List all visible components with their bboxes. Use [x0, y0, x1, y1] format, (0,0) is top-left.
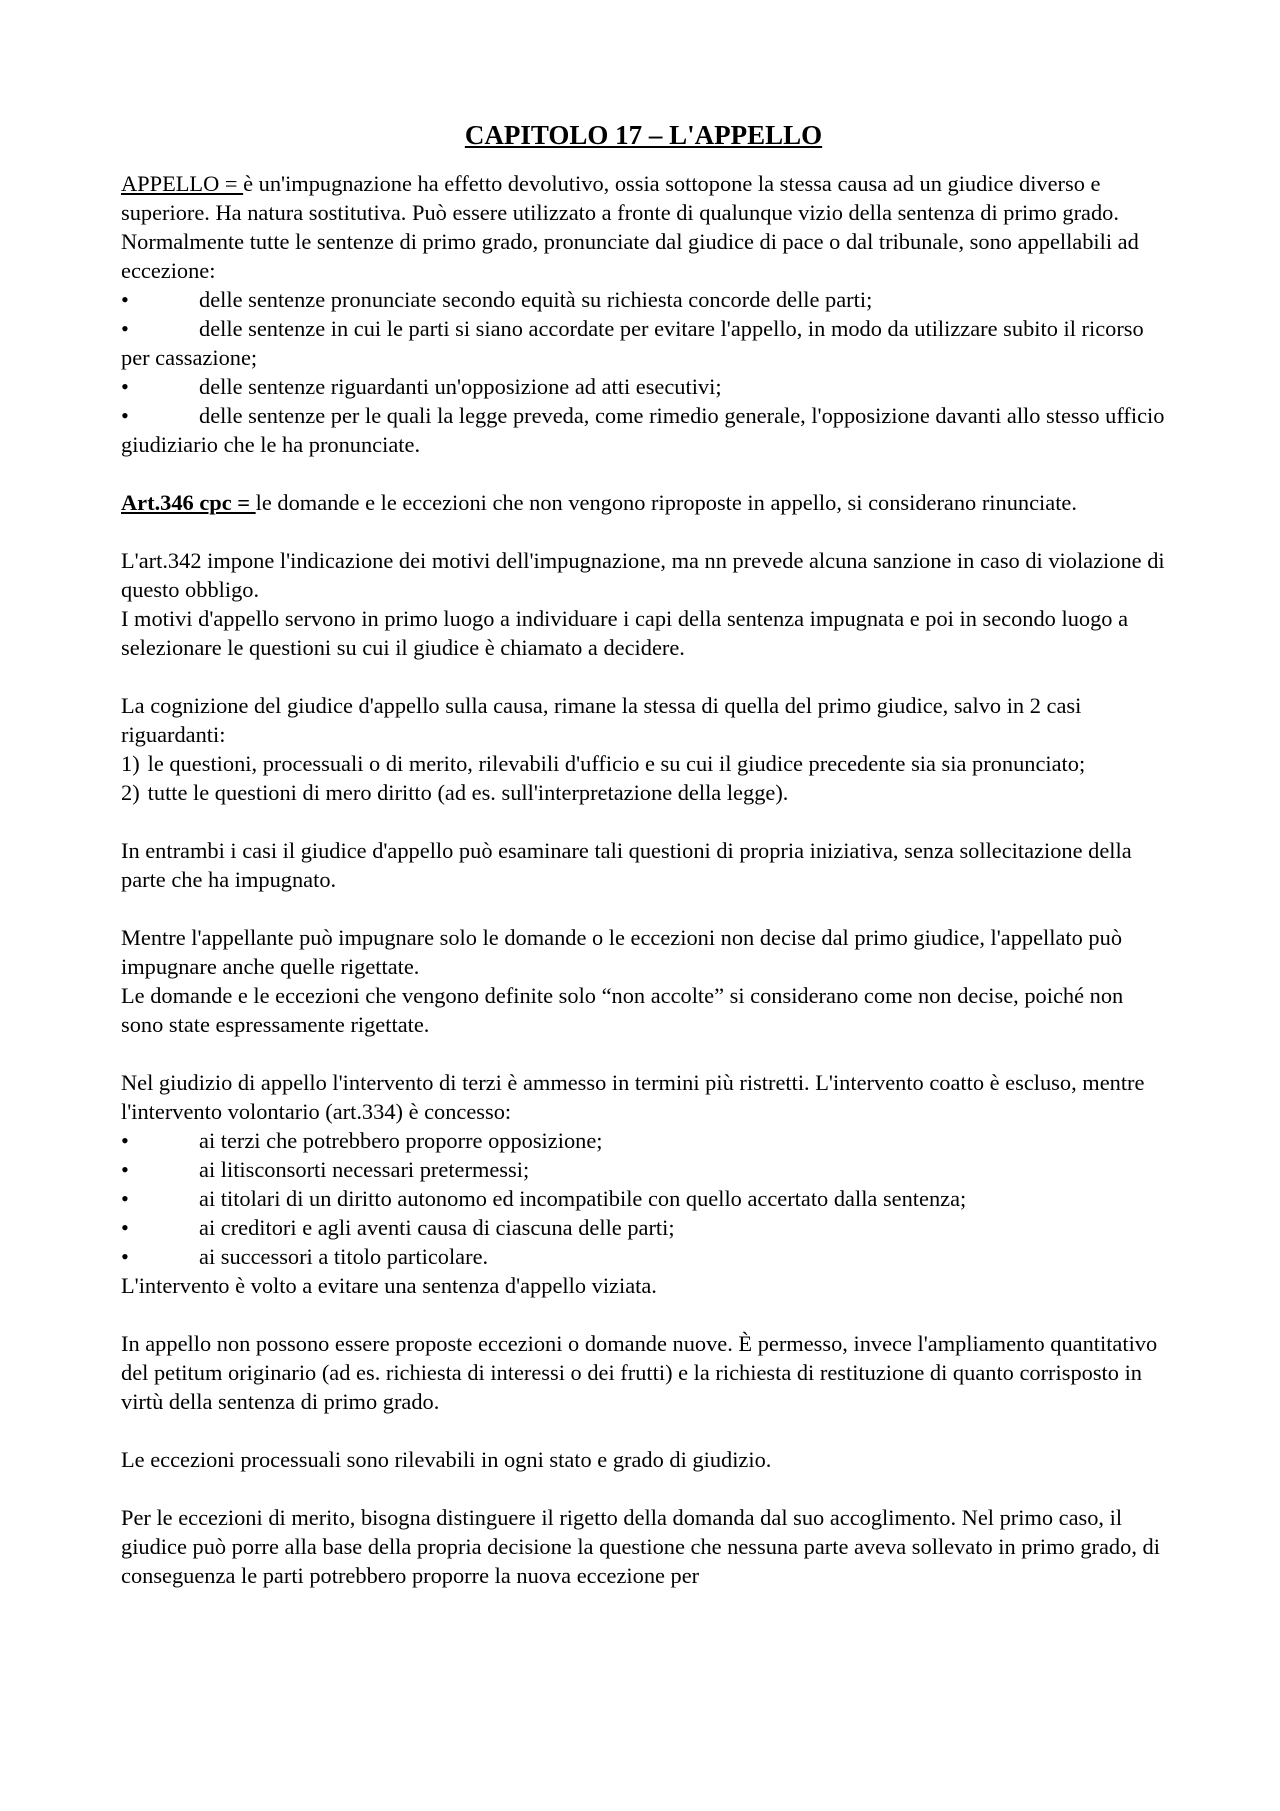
item-text: tutte le questioni di mero diritto (ad es. sull'interpretazione della legge).: [147, 780, 789, 805]
list-item-text: ai creditori e agli aventi causa di ciascuna delle parti;: [199, 1215, 675, 1240]
list-item-text: ai terzi che potrebbero proporre opposizione;: [199, 1128, 603, 1153]
numbered-list: [121, 749, 1166, 807]
paragraph-spacer: [121, 807, 1166, 836]
bullet-icon: •: [121, 316, 129, 341]
paragraph-intervento-scopo: L'intervento è volto a evitare una sentenza d'appello viziata.: [121, 1273, 657, 1298]
paragraph-spacer: [121, 1300, 1166, 1329]
paragraph-nuove-domande: In appello non possono essere proposte eccezioni o domande nuove. È permesso, invece l'ampliamento quantitativo del petitum originario (ad es. richiesta di interessi o dei frutti) e la richiesta di restituzione di quanto corrisposto in virtù della sentenza di primo grado.: [121, 1331, 1158, 1414]
paragraph-appellabili: Normalmente tutte le sentenze di primo grado, pronunciate dal giudice di pace o dal tribunale, sono appellabili ad eccezione:: [121, 229, 1139, 283]
list-item-text: delle sentenze per le quali la legge preveda, come rimedio generale, l'opposizione davanti allo stesso ufficio giudiziario che le ha pronunciate.: [121, 403, 1165, 457]
list-item-text: delle sentenze pronunciate secondo equità su richiesta concorde delle parti;: [199, 287, 873, 312]
paragraph-spacer: [121, 1039, 1166, 1068]
art346-text: le domande e le eccezioni che non vengono riproposte in appello, si considerano rinunciate.: [255, 490, 1077, 515]
term-art346: Art.346 cpc =: [121, 490, 256, 515]
paragraph-iniziativa: In entrambi i casi il giudice d'appello può esaminare tali questioni di propria iniziativa, senza sollecitazione della parte che ha impugnato.: [121, 838, 1132, 892]
bullet-icon: •: [121, 1244, 129, 1269]
list-item: [121, 314, 1166, 372]
paragraph-art342: L'art.342 impone l'indicazione dei motivi dell'impugnazione, ma nn prevede alcuna sanzione in caso di violazione di questo obbligo.: [121, 548, 1165, 602]
paragraph-spacer: [121, 1474, 1166, 1503]
paragraph-eccezioni-merito: Per le eccezioni di merito, bisogna distinguere il rigetto della domanda dal suo accoglimento. Nel primo caso, il giudice può porre alla base della propria decisione la questione che nessuna parte aveva sollevato in primo grado, di conseguenza le parti potrebbero proporre la nuova eccezione per: [121, 1505, 1160, 1588]
list-item-text: ai litisconsorti necessari pretermessi;: [199, 1157, 530, 1182]
paragraph-art346: [121, 488, 1166, 517]
definition-text: è un'impugnazione ha effetto devolutivo, ossia sottopone la stessa causa ad un giudice diverso e superiore. Ha natura sostitutiva. Può essere utilizzato a fronte di qualunque vizio della sentenza di primo grado.: [121, 171, 1119, 225]
list-item: [121, 372, 1166, 401]
intervento-list: [121, 1126, 1166, 1271]
bullet-icon: •: [121, 403, 129, 428]
item-number: 1): [121, 751, 140, 776]
list-item: [121, 1184, 1166, 1213]
paragraph-motivi: I motivi d'appello servono in primo luogo a individuare i capi della sentenza impugnata e poi in secondo luogo a selezionare le questioni su cui il giudice è chiamato a decidere.: [121, 606, 1129, 660]
item-number: 2): [121, 780, 140, 805]
document-page: [121, 118, 1166, 1590]
list-item: [121, 1155, 1166, 1184]
bullet-icon: •: [121, 374, 129, 399]
list-item: [121, 1242, 1166, 1271]
chapter-title: CAPITOLO 17 – L'APPELLO: [464, 120, 823, 150]
paragraph-spacer: [121, 459, 1166, 488]
item-text: le questioni, processuali o di merito, rilevabili d'ufficio e su cui il giudice precedente sia sia pronunciato;: [147, 751, 1086, 776]
list-item-text: ai successori a titolo particolare.: [199, 1244, 489, 1269]
numbered-item: [121, 778, 1166, 807]
paragraph-appellante: Mentre l'appellante può impugnare solo le domande o le eccezioni non decise dal primo giudice, l'appellato può impugnare anche quelle rigettate.: [121, 925, 1123, 979]
paragraph-intervento: Nel giudizio di appello l'intervento di terzi è ammesso in termini più ristretti. L'intervento coatto è escluso, mentre l'intervento volontario (art.334) è concesso:: [121, 1070, 1145, 1124]
bullet-icon: •: [121, 1186, 129, 1211]
paragraph-eccezioni-processuali: Le eccezioni processuali sono rilevabili in ogni stato e grado di giudizio.: [121, 1447, 772, 1472]
bullet-icon: •: [121, 1128, 129, 1153]
paragraph-spacer: [121, 1416, 1166, 1445]
paragraph-spacer: [121, 517, 1166, 546]
list-item-text: delle sentenze in cui le parti si siano accordate per evitare l'appello, in modo da utilizzare subito il ricorso per cassazione;: [121, 316, 1144, 370]
paragraph-appello-definition: [121, 169, 1166, 227]
paragraph-spacer: [121, 662, 1166, 691]
list-item-text: ai titolari di un diritto autonomo ed incompatibile con quello accertato dalla sentenza;: [199, 1186, 967, 1211]
term-appello: APPELLO =: [121, 171, 244, 196]
bullet-icon: •: [121, 1157, 129, 1182]
paragraph-non-accolte: Le domande e le eccezioni che vengono definite solo “non accolte” si considerano come non decise, poiché non sono state espressamente rigettate.: [121, 983, 1124, 1037]
paragraph-spacer: [121, 894, 1166, 923]
list-item: [121, 401, 1166, 459]
list-item: [121, 1126, 1166, 1155]
numbered-item: [121, 749, 1166, 778]
list-item-text: delle sentenze riguardanti un'opposizione ad atti esecutivi;: [199, 374, 722, 399]
paragraph-cognizione: La cognizione del giudice d'appello sulla causa, rimane la stessa di quella del primo giudice, salvo in 2 casi riguardanti:: [121, 693, 1082, 747]
bullet-icon: •: [121, 287, 129, 312]
bullet-icon: •: [121, 1215, 129, 1240]
exceptions-list: [121, 285, 1166, 459]
list-item: [121, 285, 1166, 314]
list-item: [121, 1213, 1166, 1242]
